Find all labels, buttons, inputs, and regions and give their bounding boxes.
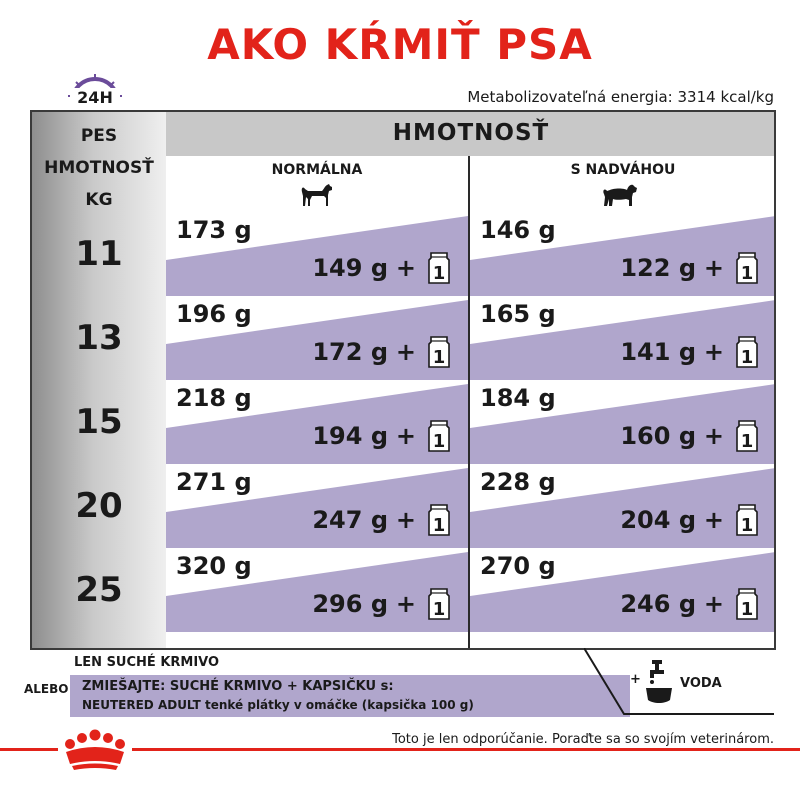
normal-mix-amount: 194 g — [312, 422, 388, 450]
overweight-dry-amount: 146 g — [480, 216, 556, 244]
svg-text:1: 1 — [432, 263, 446, 284]
overweight-cell — [470, 464, 776, 548]
table-row — [32, 548, 776, 632]
overweight-mix-amount: 122 g — [620, 254, 696, 282]
overweight-mix-amount: 160 g — [620, 422, 696, 450]
normal-cell — [166, 212, 468, 296]
normal-dry-amount: 271 g — [176, 468, 252, 496]
normal-weight-header — [166, 156, 468, 212]
normal-mix-amount: 149 g — [312, 254, 388, 282]
dog-weight-header: PES HMOTNOSŤ KG — [44, 126, 154, 210]
dog-weight-value: 25 — [75, 570, 123, 610]
dog-weight-value: 15 — [75, 402, 123, 442]
svg-text:1: 1 — [740, 515, 754, 536]
svg-text:1: 1 — [432, 599, 446, 620]
overweight-mix-amount: 141 g — [620, 338, 696, 366]
overweight-cell — [470, 212, 776, 296]
royal-canin-crown-logo — [58, 726, 132, 774]
water-plus: + — [630, 672, 641, 687]
normal-cell — [166, 296, 468, 380]
dog-weight-value: 11 — [75, 234, 123, 274]
legend-dry-only: LEN SUCHÉ KRMIVO — [74, 655, 220, 670]
amount-header — [166, 112, 776, 156]
pouch-icon — [736, 586, 758, 620]
svg-text:1: 1 — [740, 263, 754, 284]
overweight-mix-amount: 204 g — [620, 506, 696, 534]
normal-mix-amount: 247 g — [312, 506, 388, 534]
overweight-plus: + — [703, 590, 724, 618]
svg-text:1: 1 — [432, 431, 446, 452]
normal-cell — [166, 380, 468, 464]
normal-dry-amount: 173 g — [176, 216, 252, 244]
overweight-dry-amount: 184 g — [480, 384, 556, 412]
page-title: AKO KŔMIŤ PSA — [207, 20, 593, 69]
column-divider — [468, 156, 470, 648]
overweight-cell — [470, 380, 776, 464]
svg-text:1: 1 — [740, 347, 754, 368]
overweight-plus: + — [703, 422, 724, 450]
pouch-icon — [428, 250, 450, 284]
table-row — [32, 380, 776, 464]
amount-header-title: HMOTNOSŤ — [392, 120, 550, 146]
energy-text: Metabolizovateľná energia: 3314 kcal/kg — [467, 88, 774, 106]
svg-text:1: 1 — [432, 515, 446, 536]
legend-mix-line2: NEUTERED ADULT tenké plátky v omáčke (kapsička 100 g) — [82, 698, 474, 712]
overweight-dry-amount: 165 g — [480, 300, 556, 328]
normal-plus: + — [395, 422, 416, 450]
normal-mix-amount: 172 g — [312, 338, 388, 366]
water-legend — [584, 648, 774, 716]
pouch-icon — [428, 418, 450, 452]
legend-mix-box — [70, 675, 630, 717]
svg-text:1: 1 — [740, 599, 754, 620]
normal-cell — [166, 548, 468, 632]
normal-dry-amount: 320 g — [176, 552, 252, 580]
normal-plus: + — [395, 590, 416, 618]
feeding-table — [30, 110, 776, 650]
disclaimer: Toto je len odporúčanie. Poraďte sa so svojím veterinárom. — [386, 732, 774, 747]
pouch-icon — [736, 334, 758, 368]
normal-weight-label: NORMÁLNA — [271, 162, 363, 178]
pouch-icon — [736, 418, 758, 452]
water-bowl-icon — [644, 658, 674, 708]
water-label: VODA — [680, 676, 722, 691]
overweight-plus: + — [703, 254, 724, 282]
overweight-plus: + — [703, 506, 724, 534]
normal-plus: + — [395, 506, 416, 534]
normal-mix-amount: 296 g — [312, 590, 388, 618]
dog-weight-value: 20 — [75, 486, 123, 526]
svg-text:1: 1 — [432, 347, 446, 368]
overweight-header — [470, 156, 776, 212]
overweight-cell — [470, 548, 776, 632]
overweight-dry-amount: 228 g — [480, 468, 556, 496]
legend-or: ALEBO — [24, 682, 69, 696]
pouch-icon — [736, 502, 758, 536]
table-row — [32, 212, 776, 296]
overweight-plus: + — [703, 338, 724, 366]
overweight-mix-amount: 246 g — [620, 590, 696, 618]
table-row — [32, 464, 776, 548]
normal-dry-amount: 196 g — [176, 300, 252, 328]
normal-cell — [166, 464, 468, 548]
normal-dog-icon — [300, 182, 334, 208]
pouch-icon — [428, 502, 450, 536]
overweight-dry-amount: 270 g — [480, 552, 556, 580]
overweight-dog-icon — [602, 182, 638, 208]
pouch-icon — [428, 334, 450, 368]
pouch-icon — [428, 586, 450, 620]
overweight-cell — [470, 296, 776, 380]
normal-plus: + — [395, 254, 416, 282]
normal-plus: + — [395, 338, 416, 366]
pouch-icon — [736, 250, 758, 284]
overweight-label: S NADVÁHOU — [570, 162, 676, 178]
legend-mix-line1: ZMIEŠAJTE: SUCHÉ KRMIVO + KAPSIČKU s: — [82, 679, 394, 694]
clock-label: 24H — [77, 88, 113, 107]
dog-weight-value: 13 — [75, 318, 123, 358]
table-row — [32, 296, 776, 380]
svg-text:1: 1 — [740, 431, 754, 452]
normal-dry-amount: 218 g — [176, 384, 252, 412]
